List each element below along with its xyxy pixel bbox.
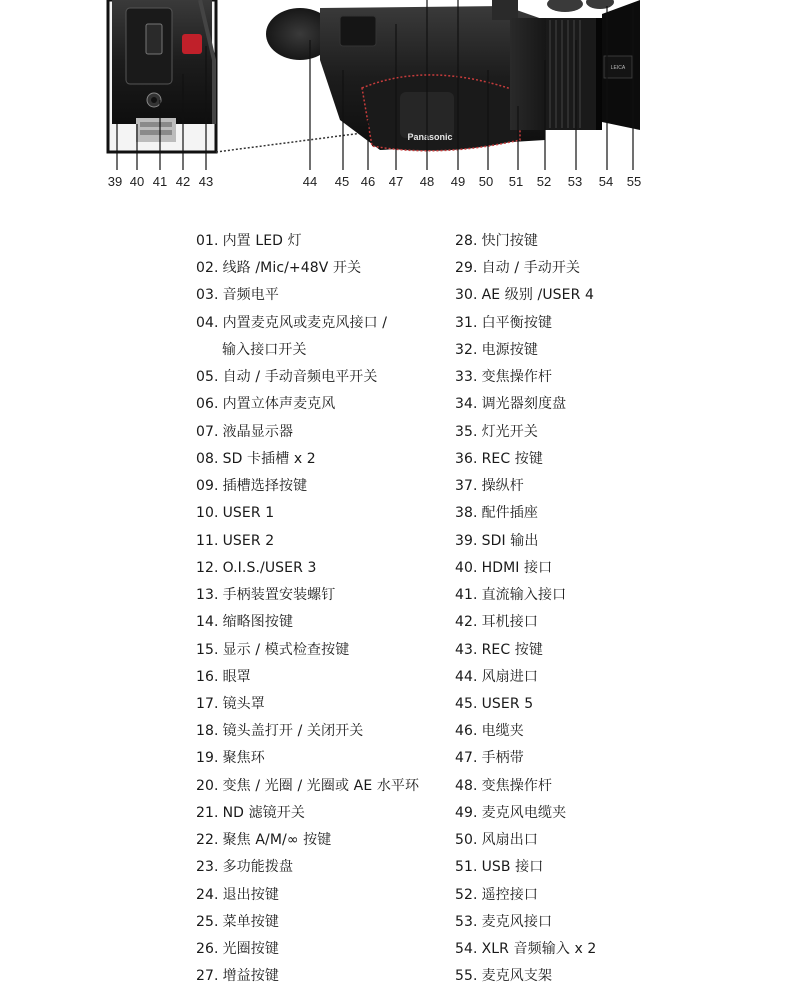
legend-item-number: 07. bbox=[196, 423, 219, 440]
legend-item-label: 内置麦克风或麦克风接口 / bbox=[222, 314, 388, 331]
legend-item-label: 麦克风电缆夹 bbox=[481, 804, 567, 821]
callout-53: 53 bbox=[567, 174, 583, 189]
legend-item-label: 变焦操作杆 bbox=[481, 777, 553, 794]
legend-item bbox=[196, 584, 451, 611]
legend-item-number: 27. bbox=[196, 968, 219, 985]
legend-item-label: O.I.S./USER 3 bbox=[222, 559, 317, 576]
legend-item-label: USB 接口 bbox=[481, 859, 544, 876]
lens-brand-text: LEICA bbox=[610, 65, 626, 71]
legend-item-label: 白平衡按键 bbox=[481, 314, 553, 331]
callout-42: 42 bbox=[175, 174, 191, 189]
legend-item-number: 29. bbox=[455, 260, 478, 277]
legend-item-label: REC 按键 bbox=[481, 450, 543, 467]
legend-item-number: 45. bbox=[455, 695, 478, 712]
legend-item-label: USER 5 bbox=[481, 695, 534, 712]
legend-item-number: 15. bbox=[196, 641, 219, 658]
callout-50: 50 bbox=[478, 174, 494, 189]
legend-item-number: 20. bbox=[196, 777, 219, 794]
legend-item-number: 53. bbox=[455, 913, 478, 930]
legend-item bbox=[455, 284, 705, 311]
legend-item bbox=[455, 393, 705, 420]
legend-item bbox=[196, 938, 451, 965]
legend-item-label: 遥控接口 bbox=[481, 886, 538, 903]
legend-item-label: 操纵杆 bbox=[481, 478, 524, 495]
legend-item-label: 电源按键 bbox=[481, 341, 538, 358]
legend-item-number: 39. bbox=[455, 532, 478, 549]
legend-item-label: 自动 / 手动音频电平开关 bbox=[222, 369, 378, 386]
callout-43: 43 bbox=[198, 174, 214, 189]
legend-item-number: 37. bbox=[455, 478, 478, 495]
legend-item-number: 21. bbox=[196, 804, 219, 821]
brand-logo: Panasonic bbox=[407, 132, 453, 142]
legend-item-number: 35. bbox=[455, 423, 478, 440]
legend-item-number: 42. bbox=[455, 614, 478, 631]
legend-item bbox=[455, 639, 705, 666]
legend-item-label: 镜头罩 bbox=[222, 695, 265, 712]
callout-48: 48 bbox=[419, 174, 435, 189]
legend-item-number: 31. bbox=[455, 314, 478, 331]
legend-item bbox=[455, 312, 705, 339]
legend-item-label: 手柄装置安装螺钉 bbox=[222, 587, 336, 604]
legend-item-label: 插槽选择按键 bbox=[222, 478, 308, 495]
callout-39: 39 bbox=[107, 174, 123, 189]
legend-item-number: 04. bbox=[196, 314, 219, 331]
callout-44: 44 bbox=[302, 174, 318, 189]
legend-item-label: 手柄带 bbox=[481, 750, 524, 767]
legend-item-label: 麦克风支架 bbox=[481, 968, 553, 985]
callout-47: 47 bbox=[388, 174, 404, 189]
legend-column-left bbox=[196, 230, 451, 993]
legend-item-number: 49. bbox=[455, 804, 478, 821]
legend-item bbox=[455, 339, 705, 366]
legend-item bbox=[196, 421, 451, 448]
callout-52: 52 bbox=[536, 174, 552, 189]
legend-item-number: 50. bbox=[455, 832, 478, 849]
legend-item-label: 聚焦环 bbox=[222, 750, 265, 767]
camera-illustration bbox=[0, 0, 790, 200]
legend-item bbox=[455, 230, 705, 257]
legend-item-number: 09. bbox=[196, 478, 219, 495]
legend-item-label: 变焦操作杆 bbox=[481, 369, 553, 386]
legend-item-number: 46. bbox=[455, 723, 478, 740]
legend-item-label: 液晶显示器 bbox=[222, 423, 294, 440]
legend-column-right bbox=[455, 230, 705, 993]
legend-item bbox=[196, 448, 451, 475]
legend-item-label: 麦克风接口 bbox=[481, 913, 553, 930]
legend-item bbox=[455, 802, 705, 829]
legend-item-label: 风扇出口 bbox=[481, 832, 538, 849]
legend-item bbox=[455, 856, 705, 883]
legend-item-label: 变焦 / 光圈 / 光圈或 AE 水平环 bbox=[222, 777, 420, 794]
legend-item bbox=[196, 257, 451, 284]
callout-41: 41 bbox=[152, 174, 168, 189]
legend-item-number: 54. bbox=[455, 941, 478, 958]
callout-46: 46 bbox=[360, 174, 376, 189]
legend-item-number: 41. bbox=[455, 587, 478, 604]
legend-item-label: 调光器刻度盘 bbox=[481, 396, 567, 413]
legend-item-label: HDMI 接口 bbox=[481, 559, 553, 576]
callout-54: 54 bbox=[598, 174, 614, 189]
legend-item bbox=[455, 502, 705, 529]
legend-item bbox=[455, 965, 705, 992]
legend-item-number: 02. bbox=[196, 260, 219, 277]
legend-item bbox=[196, 775, 451, 802]
legend-item bbox=[196, 475, 451, 502]
legend-item bbox=[196, 284, 451, 311]
legend-item bbox=[196, 557, 451, 584]
callout-40: 40 bbox=[129, 174, 145, 189]
camera-diagram bbox=[0, 0, 790, 200]
legend-item bbox=[455, 475, 705, 502]
legend-item-number: 34. bbox=[455, 396, 478, 413]
legend-item-label: SDI 输出 bbox=[481, 532, 539, 549]
callout-49: 49 bbox=[450, 174, 466, 189]
legend-item-number: 44. bbox=[455, 668, 478, 685]
legend-item-number: 14. bbox=[196, 614, 219, 631]
legend-item-number: 05. bbox=[196, 369, 219, 386]
legend-item bbox=[196, 911, 451, 938]
legend-item bbox=[455, 557, 705, 584]
legend-item-number: 01. bbox=[196, 233, 219, 249]
legend-item bbox=[196, 747, 451, 774]
legend-item bbox=[196, 230, 451, 257]
legend-item bbox=[196, 366, 451, 393]
legend-item bbox=[196, 720, 451, 747]
legend-item-label: 多功能拨盘 bbox=[222, 859, 294, 876]
legend-item-number: 51. bbox=[455, 859, 478, 876]
legend-item-label: ND 滤镜开关 bbox=[222, 804, 305, 821]
legend-item-number: 11. bbox=[196, 532, 219, 549]
legend-item bbox=[455, 584, 705, 611]
legend-item-label: 直流输入接口 bbox=[481, 587, 567, 604]
inset-detail-box bbox=[108, 0, 216, 152]
legend-item-label: 显示 / 模式检查按键 bbox=[222, 641, 350, 658]
legend-item bbox=[455, 720, 705, 747]
legend-item bbox=[196, 856, 451, 883]
legend-item bbox=[196, 530, 451, 557]
legend-item-number: 36. bbox=[455, 450, 478, 467]
legend-item-label: 光圈按键 bbox=[222, 941, 279, 958]
legend-item bbox=[196, 965, 451, 992]
legend-item-number: 06. bbox=[196, 396, 219, 413]
legend-item-number: 40. bbox=[455, 559, 478, 576]
legend-item-number: 47. bbox=[455, 750, 478, 767]
legend-item-label: AE 级别 /USER 4 bbox=[481, 287, 594, 304]
legend-item bbox=[196, 829, 451, 856]
legend-item bbox=[196, 312, 451, 339]
legend-item-number: 33. bbox=[455, 369, 478, 386]
legend-item-number: 10. bbox=[196, 505, 219, 522]
legend-item bbox=[455, 747, 705, 774]
legend-item bbox=[455, 257, 705, 284]
legend-item bbox=[196, 666, 451, 693]
legend-item-label: XLR 音频输入 x 2 bbox=[481, 941, 597, 958]
legend-item-number: 18. bbox=[196, 723, 219, 740]
legend-item-number: 30. bbox=[455, 287, 478, 304]
legend-item-label: 眼罩 bbox=[222, 668, 251, 685]
legend-item-label: 耳机接口 bbox=[481, 614, 538, 631]
legend-item-label: 电缆夹 bbox=[481, 723, 524, 740]
legend-item-label: 自动 / 手动开关 bbox=[481, 260, 581, 277]
legend-item-number: 24. bbox=[196, 886, 219, 903]
legend-item-number: 23. bbox=[196, 859, 219, 876]
legend-item-number: 19. bbox=[196, 750, 219, 767]
legend-item bbox=[196, 884, 451, 911]
legend-item-label: REC 按键 bbox=[481, 641, 543, 658]
legend-item bbox=[455, 829, 705, 856]
legend-item-label: 输入接口开关 bbox=[222, 341, 307, 358]
legend-item-number: 03. bbox=[196, 287, 219, 304]
legend-item bbox=[196, 802, 451, 829]
legend-item-number: 38. bbox=[455, 505, 478, 522]
legend-item bbox=[196, 639, 451, 666]
callout-51: 51 bbox=[508, 174, 524, 189]
legend-item bbox=[196, 339, 451, 366]
legend-item-number: 16. bbox=[196, 668, 219, 685]
legend-item-label: 退出按键 bbox=[222, 886, 279, 903]
legend-item-number: 43. bbox=[455, 641, 478, 658]
legend-item bbox=[455, 775, 705, 802]
legend-item-number: 26. bbox=[196, 941, 219, 958]
legend-item-label: 线路 /Mic/+48V 开关 bbox=[222, 260, 362, 277]
legend-item bbox=[455, 366, 705, 393]
legend-item bbox=[196, 502, 451, 529]
legend-item bbox=[196, 693, 451, 720]
callout-55: 55 bbox=[626, 174, 642, 189]
callout-45: 45 bbox=[334, 174, 350, 189]
legend-item-label: 灯光开关 bbox=[481, 423, 538, 440]
legend-item-number: 48. bbox=[455, 777, 478, 794]
legend-item-label: 缩略图按键 bbox=[222, 614, 294, 631]
legend-item bbox=[455, 421, 705, 448]
legend-item bbox=[455, 530, 705, 557]
legend-item-label: 风扇进口 bbox=[481, 668, 538, 685]
legend-item-label: 菜单按键 bbox=[222, 913, 279, 930]
legend-item-label: USER 1 bbox=[222, 505, 275, 522]
legend-item-label: 快门按键 bbox=[481, 233, 538, 249]
legend-item-number: 55. bbox=[455, 968, 478, 985]
legend-item bbox=[196, 393, 451, 420]
legend-item bbox=[455, 938, 705, 965]
legend-item-number: 22. bbox=[196, 832, 219, 849]
legend-item-label: 聚焦 A/M/∞ 按键 bbox=[222, 832, 332, 849]
legend-item-label: 配件插座 bbox=[481, 505, 538, 522]
legend-item bbox=[455, 884, 705, 911]
legend-item bbox=[455, 693, 705, 720]
legend-item-number: 13. bbox=[196, 587, 219, 604]
legend-item-label: 音频电平 bbox=[222, 287, 279, 304]
legend-item bbox=[196, 611, 451, 638]
legend-item-number: 32. bbox=[455, 341, 478, 358]
legend-item-label: SD 卡插槽 x 2 bbox=[222, 450, 316, 467]
legend-item-number: 52. bbox=[455, 886, 478, 903]
legend-item-number: 25. bbox=[196, 913, 219, 930]
legend-item-label: 镜头盖打开 / 关闭开关 bbox=[222, 723, 364, 740]
legend-item-number: 12. bbox=[196, 559, 219, 576]
legend-item-label: USER 2 bbox=[222, 532, 275, 549]
legend-item-label: 内置立体声麦克风 bbox=[222, 396, 336, 413]
camera-lens bbox=[510, 0, 640, 130]
legend-item-label: 内置 LED 灯 bbox=[222, 233, 302, 249]
legend-item-number: 08. bbox=[196, 450, 219, 467]
legend-item bbox=[455, 666, 705, 693]
legend-item-number: 17. bbox=[196, 695, 219, 712]
legend-item-number: 28. bbox=[455, 233, 478, 249]
legend-item bbox=[455, 611, 705, 638]
legend-item bbox=[455, 911, 705, 938]
legend-item-label: 增益按键 bbox=[222, 968, 279, 985]
legend-item bbox=[455, 448, 705, 475]
